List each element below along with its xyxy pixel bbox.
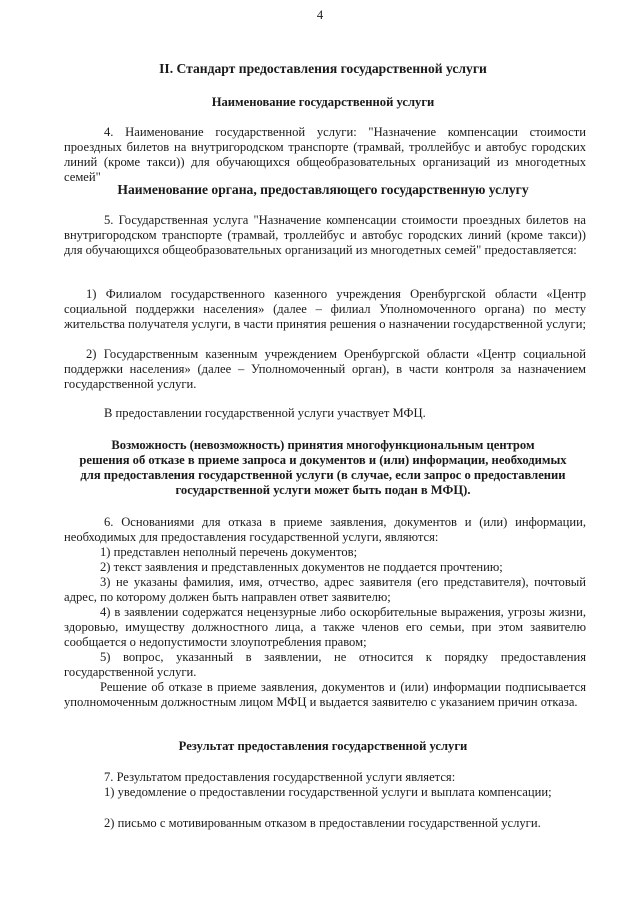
paragraph-7: 7. Результатом предоставления государственной услуги является: xyxy=(104,770,456,784)
subheading-mfc-line-2: решения об отказе в приеме запроса и документов и (или) информации, необходимых xyxy=(79,453,567,467)
subheading-organ: Наименование органа, предоставляющего государственную услугу xyxy=(117,182,529,197)
paragraph-6: 6. Основаниями для отказа в приеме заявления, документов и (или) информации, необходимых для предоставления государственной услуги, являются: xyxy=(64,515,586,545)
paragraph-7-item-1: 1) уведомление о предоставлении государственной услуги и выплата компенсации; xyxy=(104,785,552,799)
paragraph-5-item-2: 2) Государственным казенным учреждением Оренбургской области «Центр социальной поддержки населения» (далее – Уполномоченный орган), в части контроля за назначением государственной услуги. xyxy=(64,347,586,392)
paragraph-6-item-5: 5) вопрос, указанный в заявлении, не относится к порядку предоставления государственной услуги. xyxy=(64,650,586,680)
subheading-mfc-line-1: Возможность (невозможность) принятия многофункциональным центром xyxy=(111,438,535,452)
paragraph-6-decision: Решение об отказе в приеме заявления, документов и (или) информации подписывается уполномоченным должностным лицом МФЦ и выдается заявителю с указанием причин отказа. xyxy=(64,680,586,710)
section-title: II. Стандарт предоставления государственной услуги xyxy=(159,61,487,76)
paragraph-5: 5. Государственная услуга "Назначение компенсации стоимости проездных билетов на внутригородском транспорте (трамвай, троллейбус и автобус городских линий (кроме такси)) для обучающихся общеобразовательных организаций из многодетных семей" предоставляется: xyxy=(64,213,586,258)
paragraph-4: 4. Наименование государственной услуги: "Назначение компенсации стоимости проездных билетов на внутригородском транспорте (трамвай, троллейбус и автобус городских линий (кроме такси)) для обучающихся общеобразовательных организаций из многодетных семей" xyxy=(64,125,586,185)
paragraph-6-item-1: 1) представлен неполный перечень документов; xyxy=(100,545,358,559)
paragraph-6-item-2: 2) текст заявления и представленных документов не поддается прочтению; xyxy=(100,560,503,574)
paragraph-mfc: В предоставлении государственной услуги участвует МФЦ. xyxy=(104,406,426,420)
paragraph-6-item-4: 4) в заявлении содержатся нецензурные либо оскорбительные выражения, угрозы жизни, здоровью, имуществу должностного лица, а также членов его семьи, при этом заявителю сообщается о недопустимости злоупотребления правом; xyxy=(64,605,586,650)
page-number: 4 xyxy=(316,8,324,22)
subheading-result: Результат предоставления государственной услуги xyxy=(178,739,468,753)
paragraph-5-item-1: 1) Филиалом государственного казенного учреждения Оренбургской области «Центр социальной поддержки населения» (далее – филиал Уполномоченного органа) по месту жительства получателя услуги, в части принятия решения о назначении государственной услуги; xyxy=(64,287,586,332)
subheading-mfc-line-3: для предоставления государственной услуги (в случае, если запрос о предоставлении xyxy=(80,468,566,482)
subheading-mfc-line-4: государственной услуги может быть подан в МФЦ). xyxy=(175,483,471,497)
paragraph-6-item-3: 3) не указаны фамилия, имя, отчество, адрес заявителя (его представителя), почтовый адрес, по которому должен быть направлен ответ заявителю; xyxy=(64,575,586,605)
paragraph-7-item-2: 2) письмо с мотивированным отказом в предоставлении государственной услуги. xyxy=(104,816,541,830)
subheading-service-name: Наименование государственной услуги xyxy=(211,95,435,109)
